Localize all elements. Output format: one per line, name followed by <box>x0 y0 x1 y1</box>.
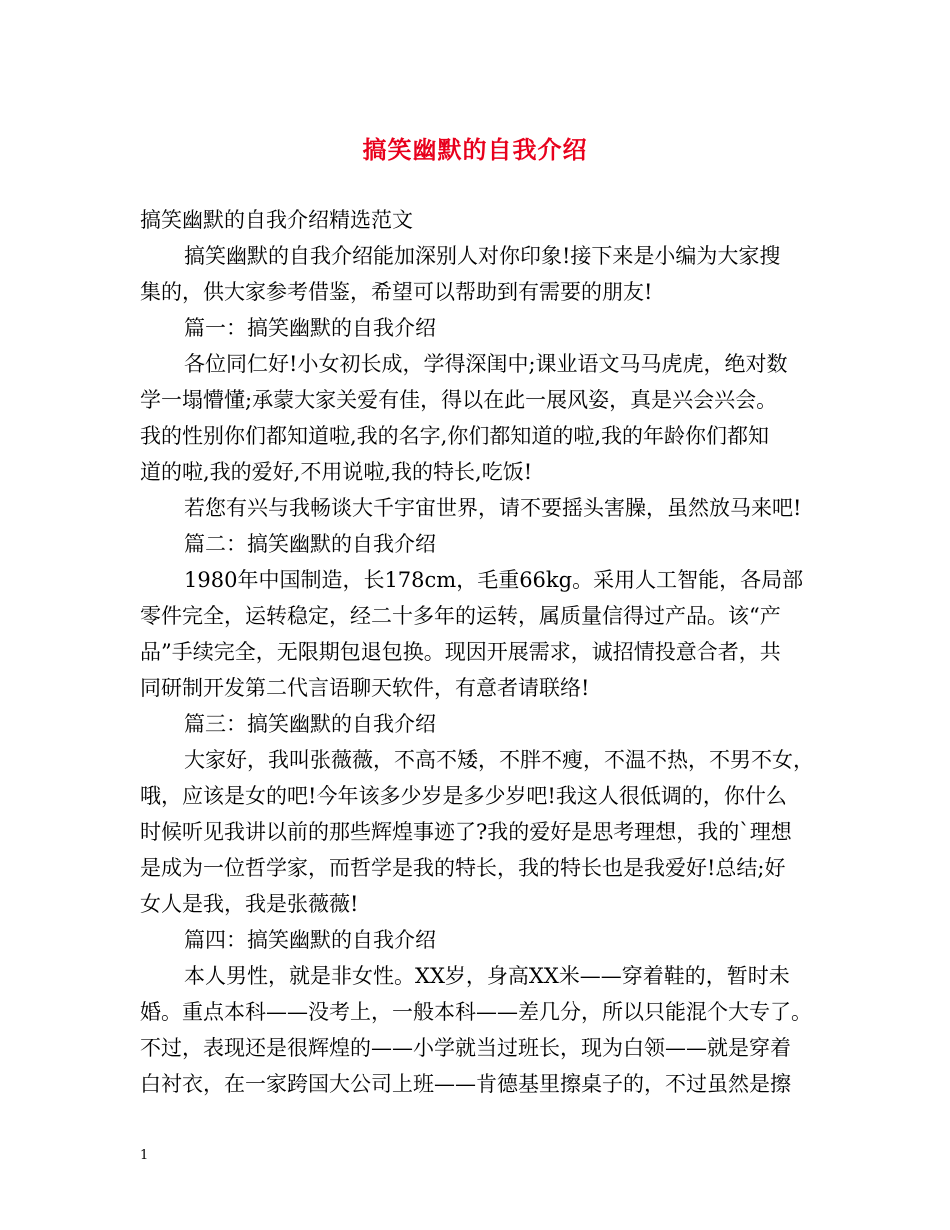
text-line: 若您有兴与我畅谈大千宇宙世界，请不要摇头害臊，虽然放马来吧! <box>184 496 802 520</box>
text-line: 搞笑幽默的自我介绍精选范文 <box>140 208 413 232</box>
text-line: 1980年中国制造，长178cm，毛重66kg。采用人工智能，各局部 <box>184 568 804 592</box>
text-line: 搞笑幽默的自我介绍能加深别人对你印象!接下来是小编为大家搜 <box>184 244 781 268</box>
text-line: 是成为一位哲学家，而哲学是我的特长，我的特长也是我爱好!总结;好 <box>140 856 786 880</box>
text-line: 篇二：搞笑幽默的自我介绍 <box>184 532 436 556</box>
text-line: 时候听见我讲以前的那些辉煌事迹了?我的爱好是思考理想，我的`理想 <box>140 820 792 844</box>
text-line: 集的，供大家参考借鉴，希望可以帮助到有需要的朋友! <box>140 280 653 304</box>
document-title: 搞笑幽默的自我介绍 <box>362 136 588 164</box>
text-line: 婚。重点本科——没考上，一般本科——差几分，所以只能混个大专了。 <box>140 1000 812 1024</box>
text-line: 篇一：搞笑幽默的自我介绍 <box>184 316 436 340</box>
page-number: 1 <box>140 1148 149 1163</box>
text-line: 女人是我，我是张薇薇! <box>140 892 359 916</box>
text-line: 各位同仁好!小女初长成，学得深闺中;课业语文马马虎虎，绝对数 <box>184 352 788 376</box>
text-line: 大家好，我叫张薇薇，不高不矮，不胖不瘦，不温不热，不男不女， <box>184 748 814 772</box>
text-line: 本人男性，就是非女性。XX岁，身高XX米——穿着鞋的，暂时未 <box>184 964 790 988</box>
text-line: 白衬衣，在一家跨国大公司上班——肯德基里擦桌子的，不过虽然是擦 <box>140 1072 791 1096</box>
text-line: 篇三：搞笑幽默的自我介绍 <box>184 712 436 736</box>
text-line: 学一塌懵懂;承蒙大家关爱有佳，得以在此一展风姿，真是兴会兴会。 <box>140 388 778 412</box>
text-line: 哦，应该是女的吧!今年该多少岁是多少岁吧!我这人很低调的，你什么 <box>140 784 787 808</box>
text-line: 同研制开发第二代言语聊天软件，有意者请联络! <box>140 676 590 700</box>
text-line: 我的性别你们都知道啦,我的名字,你们都知道的啦,我的年龄你们都知 <box>140 424 770 448</box>
text-line: 品”手续完全，无限期包退包换。现因开展需求，诚招情投意合者，共 <box>140 640 781 664</box>
text-line: 篇四：搞笑幽默的自我介绍 <box>184 928 436 952</box>
text-line: 道的啦,我的爱好,不用说啦,我的特长,吃饭! <box>140 460 533 484</box>
text-line: 零件完全，运转稳定，经二十多年的运转，属质量信得过产品。该“产 <box>140 604 781 628</box>
text-line: 不过，表现还是很辉煌的——小学就当过班长，现为白领——就是穿着 <box>140 1036 791 1060</box>
document-body <box>140 202 820 1102</box>
